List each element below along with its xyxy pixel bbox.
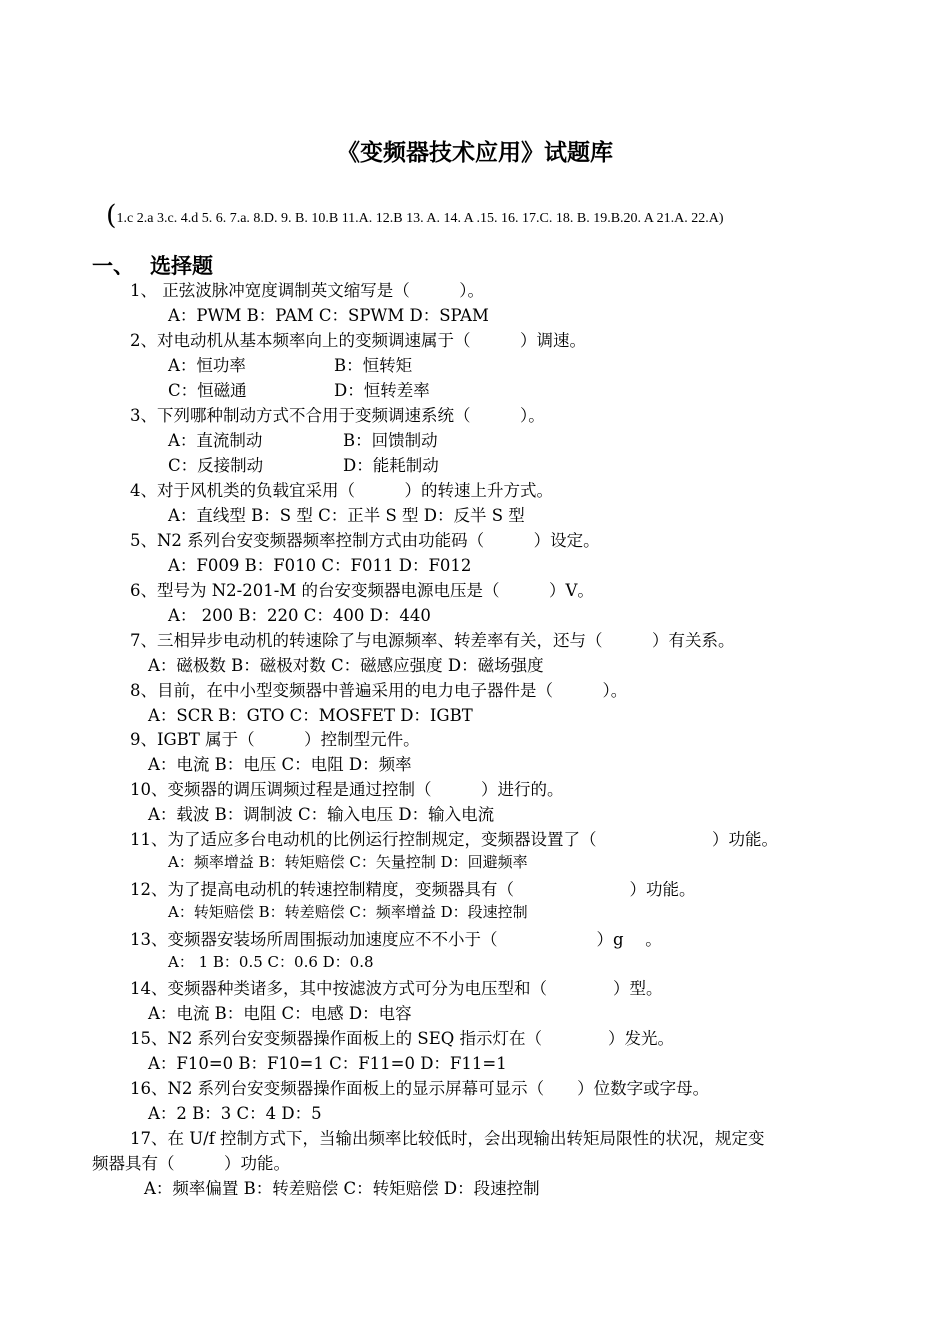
question-stem: 10、变频器的调压调频过程是通过控制（ ）进行的。 [130,780,564,799]
question-options: A： 200 B：220 C：400 D：440 [168,606,431,625]
question-stem: 16、N2 系列台安变频器操作面板上的显示屏幕可显示（ ）位数字或字母。 [130,1079,710,1098]
option: A：直流制动 [168,431,263,450]
option: C：反接制动 [168,456,264,475]
option: C：恒磁通 [168,381,247,400]
answer-key-text: 1.c 2.a 3.c. 4.d 5. 6. 7.a. 8.D. 9. B. 10.B 11.A. 12.B 13. A. 14. A .15. 16. 17.C. 18. B. 19.B.20. A 21.A. 22.A) [116,211,724,226]
option: A：恒功率 [168,356,246,375]
question-stem: 15、N2 系列台安变频器操作面板上的 SEQ 指示灯在（ ）发光。 [130,1029,675,1048]
question-stem: 13、变频器安装场所周围振动加速度应不不小于（ ）g 。 [130,930,662,949]
question-options: A：F10=0 B：F10=1 C：F11=0 D：F11=1 [148,1054,507,1073]
answer-key-open-paren: ( [106,200,117,231]
question-stem: 12、为了提高电动机的转速控制精度，变频器具有（ ）功能。 [130,880,696,899]
question-stem: 6、型号为 N2-201-M 的台安变频器电源电压是（ ）V。 [130,581,594,600]
question-options: A：转矩赔偿 B：转差赔偿 C：频率增益 D：段速控制 [168,903,528,921]
section-title: 选择题 [150,254,213,278]
question-options: A：PWM B：PAM C：SPWM D：SPAM [168,306,489,325]
question-options: A：直线型 B：S 型 C：正半 S 型 D：反半 S 型 [168,506,525,525]
question-stem: 3、下列哪种制动方式不合用于变频调速系统（ ）。 [130,406,545,425]
question-stem: 1、 正弦波脉冲宽度调制英文缩写是（ ）。 [130,281,484,300]
question-options: A：F009 B：F010 C：F011 D：F012 [168,556,472,575]
question-options: A：载波 B：调制波 C：输入电压 D：输入电流 [148,805,495,824]
question-options: A：频率增益 B：转矩赔偿 C：矢量控制 D：回避频率 [168,853,528,871]
option: D：能耗制动 [343,456,439,475]
question-stem: 9、IGBT 属于（ ）控制型元件。 [130,730,420,749]
question-stem: 8、目前，在中小型变频器中普遍采用的电力电子器件是（ ）。 [130,681,628,700]
question-options [168,452,439,476]
question-stem-continued: 频器具有（ ）功能。 [92,1154,290,1173]
section-heading [92,250,213,280]
question-stem: 14、变频器种类诸多，其中按滤波方式可分为电压型和（ ）型。 [130,979,663,998]
question-options [168,352,412,376]
question-options: A： 1 B：0.5 C：0.6 D：0.8 [168,953,374,971]
question-options: A：SCR B：GTO C：MOSFET D：IGBT [148,706,473,725]
answer-key [106,200,906,231]
document-title: 《变频器技术应用》试题库 [337,140,613,166]
question-stem: 5、N2 系列台安变频器频率控制方式由功能码（ ）设定。 [130,531,600,550]
question-options [168,377,430,401]
question-stem: 17、在 U/f 控制方式下，当输出频率比较低时，会出现输出转矩局限性的状况，规定变 [130,1129,765,1148]
question-options: A：磁极数 B：磁极对数 C：磁感应强度 D：磁场强度 [148,656,544,675]
question-options: A：电流 B：电阻 C：电感 D：电容 [148,1004,412,1023]
option: B：恒转矩 [334,356,413,375]
question-options: A：2 B：3 C：4 D：5 [148,1104,322,1123]
question-stem: 2、对电动机从基本频率向上的变频调速属于（ ）调速。 [130,331,586,350]
question-stem: 4、对于风机类的负载宜采用（ ）的转速上升方式。 [130,481,553,500]
option: B：回馈制动 [343,431,438,450]
question-options [168,427,438,451]
question-options: A：频率偏置 B：转差赔偿 C：转矩赔偿 D：段速控制 [144,1179,540,1198]
question-options: A：电流 B：电压 C：电阻 D：频率 [148,755,412,774]
question-stem: 7、三相异步电动机的转速除了与电源频率、转差率有关，还与（ ）有关系。 [130,631,735,650]
question-stem: 11、为了适应多台电动机的比例运行控制规定，变频器设置了（ ）功能。 [130,830,778,849]
section-number: 一、 [92,254,134,278]
option: D：恒转差率 [334,381,430,400]
